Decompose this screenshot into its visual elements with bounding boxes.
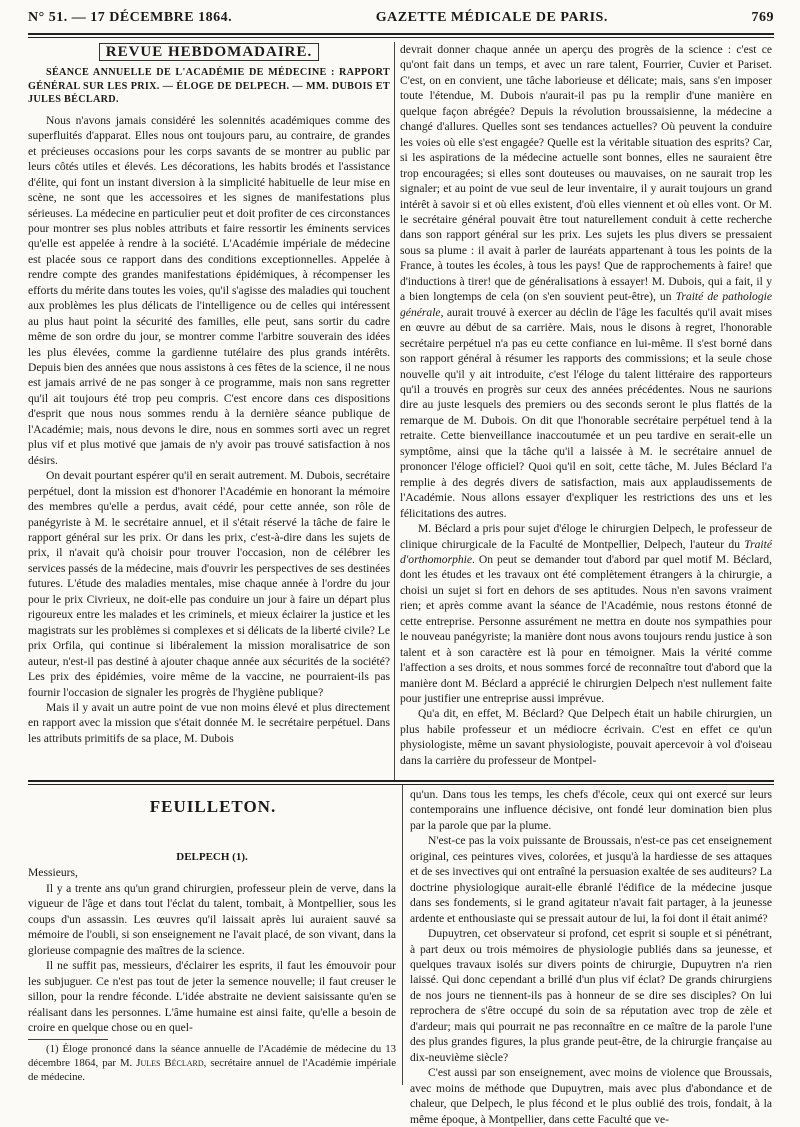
column-divider-bottom xyxy=(402,785,403,1085)
feuilleton-right-column xyxy=(410,787,772,1127)
revue-left-column xyxy=(28,66,390,746)
feuilleton-salutation: Messieurs, xyxy=(28,866,78,880)
header-rule-thin xyxy=(28,37,774,38)
revue-paragraph-5: M. Béclard a pris pour sujet d'éloge le chirurgien Delpech, le professeur de clinique chirurgicale de la Faculté de Montpellier, Delpech, l'auteur du Traité d'orthomorphie. On peut se demander tout d'abord par quel motif M. Béclard, dont les études et les travaux ont été complètement étrangers à la chirurgie, a choisi un sujet si fort en dehors de ses aptitudes. Nous n'en savons vraiment rien; et après comme avant la séance de l'Académie, nous restons étonné de cette entreprise. Personne assurément ne mettra en doute nos sympathies pour le nouveau panégyriste; la manière dont nous avons toujours rendu justice à son talent et à son caractère est là pour en témoigner. Mais la vérité comme l'affection a ses droits, et nous sommes forcé de reconnaître tout d'abord que la manière dont M. Béclard a apprécié le chirurgien Delpech n'est nullement faite pour justifier une entreprise aussi imprévue. xyxy=(400,522,772,706)
footnote-rule xyxy=(28,1039,108,1040)
revue-paragraph-6: Qu'a dit, en effet, M. Béclard? Que Delpech était un habile chirurgien, un plus habile professeur et un médiocre écrivain. C'est en effet ce qu'un physiologiste, même un savant physiologiste, pouvait apercevoir à vol d'oiseau dans la carrière du professeur de Montpel- xyxy=(400,707,772,767)
journal-title: GAZETTE MÉDICALE DE PARIS. xyxy=(375,10,608,25)
feuilleton-rule xyxy=(28,780,774,782)
revue-paragraph-4: devrait donner chaque année un aperçu des progrès de la science : c'est ce qu'ont fait dans un temps, et avec un rare talent, Fourrier, Cuvier et Pariset. C'est, on en convient, une tâche laborieuse et délicate; mais, sans s'en imposer toute l'étendue, M. Dubois n'aurait-il pas pu la remplir d'une manière en quelque façon abrégée? Depuis la révolution broussaisienne, la médecine a changé d'allures. Quelles sont ses tendances actuelles? Où peuvent la conduire les voies où elle s'est engagée? Quelle est la véritable situation des esprits? Car, si les aspirations de la médecine actuelle sont bonnes, elles ne sauraient être trop encouragées; si elles sont douteuses ou mauvaises, on ne saurait trop les signaler; et au point de vue seul de leur inventaire, il y aurait toujours un grand intérêt à savoir si et où elles existent, d'où elles viennent et où elles vont. Or M. le secrétaire général pouvait être tout naturellement conduit à cette recherche dans son rapport général sur les prix. Les sujets les plus divers se pressaient sous sa plume : il avait à parler de lauréats appartenant à tous les points de la France, à toutes les écoles, à tous les pays! Que de rapprochements à faire! que d'inductions à tirer! que de généralisations à essayer! M. Dubois, qui a fait, il y a bien longtemps de cela (on s'en souvient peut-être), un Traité de pathologie générale, aurait trouvé à exercer au déclin de l'âge les facultés qu'il avait mises en œuvre au début de sa carrière. Mais, nous le disons à regret, l'honorable secrétaire perpétuel n'a pas eu cette confiance en lui-même. Il s'est borné dans son rapport général à résumer les rapports des commissions; et la seule chose nouvelle qu'il y ait introduite, c'est l'éloge du talent littéraire des rapporteurs qu'il a trouvés en progrès sur ceux des années précédentes. Nous ne saurions dire au juste lesquels des premiers ou des seconds seront le plus flattés de la remarque de M. Dubois. On dit que l'honorable secrétaire perpétuel tend à la retraite. Cette bienveillance inaccoutumée et un peu tardive en serait-elle un symptôme, ainsi que la tâche qu'il a laissée à M. le secrétaire annuel de prononcer l'éloge officiel? Quoi qu'il en soit, cette tâche, M. Jules Béclard l'a remplie à des degrés divers de satisfaction, mais aux applaudissements de l'Académie. Nous allons essayer d'expliquer les restrictions des uns et les félicitations des autres. xyxy=(400,43,772,520)
feuilleton-rule-thin xyxy=(28,784,774,785)
feuilleton-paragraph-1: Il y a trente ans qu'un grand chirurgien, professeur plein de verve, dans la vigueur de l'âge et dans tout l'éclat du talent, tombait, à Montpellier, sous les coups d'un assassin. Les œuvres qu'il laissait après lui auraient sauvé sa mémoire de l'oubli, si son enseignement ne l'avait placé, de son vivant, dans la glorieuse compagnie des maîtres de la science. xyxy=(28,881,396,957)
footnote: (1) Éloge prononcé dans la séance annuelle de l'Académie de médecine du 13 décembre 1864, par M. Jules Béclard, secrétaire annuel de l'Académie impériale de médecine. xyxy=(28,1043,397,1083)
revue-paragraph-1: Nous n'avons jamais considéré les solennités académiques comme des superfluités d'apparat. Elles nous ont toujours paru, au contraire, de grandes et précieuses occasions pour les corps savants de se montrer au public par leurs côtés utiles et élevés. Les décorations, les habits brodés et l'assistance d'élite, qui font un instant diversion à la simplicité habituelle de leur mise en scène, ne sont que les accessoires et les signes de manifestations plus sérieuses. La médecine en particulier peut et doit profiter de ces circonstances pour montrer ses plus nobles attributs et faire ressortir les éminents services qu'elle est appelée à rendre à la société. L'Académie impériale de médecine est placée sous ce rapport dans des conditions exceptionnelles. Appelée à rendre compte des grandes manifestations épidémiques, à récompenser les efforts du mérite dans toutes les voies, qu'il s'agisse des maladies qui touchent aux problèmes les plus délicats de l'intelligence ou de celles qui intéressent au plus haut point la sécurité des familles, elle peut, sans sortir du cadre même de son ordre du jour, se montrer comme l'arbitre souverain des idées les plus élevées, comme la gardienne tutélaire des plus grands intérêts. Depuis bien des années que nous assistons à ces fêtes de la science, il ne nous est jamais arrivé de ne pas songer à ce programme, mais non sans regretter qu'il ait toujours été trop peu compris. C'est encore dans ces dispositions d'esprit que nous nous sommes rendu à la dernière séance publique de l'Académie; mais, nous devons le dire, nous en sommes sorti avec un regret plus vif et plus motivé que jamais de n'y avoir pas trouvé satisfaction à nos désirs. xyxy=(28,113,390,467)
feuilleton-title: FEUILLETON. xyxy=(149,797,277,816)
book-title-orthomorphie: Traité d'orthomorphie xyxy=(400,537,772,566)
revue-title: REVUE HEBDOMADAIRE. xyxy=(28,44,390,61)
book-title-pathologie: Traité de pathologie générale xyxy=(400,290,772,319)
feuilleton-paragraph-3: qu'un. Dans tous les temps, les chefs d'école, ceux qui ont exercé sur leurs contemporains une influence décisive, ont fondé leur domination bien plus par la parole que par la plume. xyxy=(410,788,772,832)
revue-summary: SÉANCE ANNUELLE DE L'ACADÉMIE DE MÉDECINE : RAPPORT GÉNÉRAL SUR LES PRIX. — ÉLOGE DE DELPECH. — MM. DUBOIS ET JULES BÉCLARD. xyxy=(28,67,390,106)
feuilleton-left-column xyxy=(28,850,396,1084)
feuilleton-paragraph-2: Il ne suffit pas, messieurs, d'éclairer les esprits, il faut les émouvoir pour les subjuguer. Ce n'est pas tout de jeter la semence nouvelle; il faut creuser le sillon, pour la rendre féconde. L'idée abstraite ne devient saisissante qu'en se réalisant dans les personnes. L'âme humaine est ainsi faite, qu'elle a besoin de croire en quelque chose ou en quel- xyxy=(28,959,396,1034)
feuilleton-paragraph-6: C'est aussi par son enseignement, avec moins de violence que Broussais, avec moins de méthode que Dupuytren, mais avec plus d'abondance et de chaleur, que Delpech, le plus fécond et le plus oublié des trois, fondait, à la même époque, à Montpellier, dans cette Faculté que ve- xyxy=(410,1066,772,1126)
page-number: 769 xyxy=(751,10,774,25)
revue-paragraph-3: Mais il y avait un autre point de vue non moins élevé et plus directement en rapport avec la mission que s'était donnée M. le secrétaire perpétuel. Dans les attributs primitifs de sa place, M. Dubois xyxy=(28,701,390,745)
column-divider-top xyxy=(394,42,395,780)
feuilleton-paragraph-4: N'est-ce pas la voix puissante de Broussais, n'est-ce pas cet enseignement original, ces peintures vives, colorées, et jusqu'à la hardiesse de ses attaques et de ses invectives qui ont entraîné la persuasion exaltée de ses auditeurs? La doctrine physiologique aurait-elle ébranlé l'édifice de la médecine jusque dans ses fondements, si le grand agitateur n'avait fait partager, à la jeunesse ardente et enthousiaste qui se pressait autour de lui, la foi dont il était animé? xyxy=(410,834,772,925)
feuilleton-paragraph-5: Dupuytren, cet observateur si profond, cet esprit si souple et si pénétrant, à part deux ou trois mémoires de physiologie publiés dans sa jeunesse, et quelques travaux isolés sur divers points de chirurgie, Dupuytren n'a rien laissé. Qui donc cependant a brillé d'un plus vif éclat? De grands chirurgiens de nos jours ne tiennent-ils pas à honneur de se dire ses disciples? On lui reprochera de s'être occupé du soin de sa réputation avec trop de zèle et d'ardeur; mais qui pourrait ne pas reconnaître en ce maître de la parole l'une des plus grandes figures, la plus grande peut-être, de la chirurgie française au dix-neuvième siècle? xyxy=(410,927,772,1064)
page-header xyxy=(28,10,774,32)
feuilleton-subhead: DELPECH (1). xyxy=(176,851,248,863)
header-rule xyxy=(28,33,774,35)
revue-right-column xyxy=(400,42,772,768)
issue-date: N° 51. — 17 DÉCEMBRE 1864. xyxy=(28,10,233,25)
revue-paragraph-2: On devait pourtant espérer qu'il en serait autrement. M. Dubois, secrétaire perpétuel, dont la mission est d'honorer l'Académie en honorant la mémoire des membres qu'elle a perdus, avait cédé, pour cette année, son rôle de panégyriste à M. le secrétaire annuel, et il s'était réservé la tâche de faire le rapport général sur les prix. Or dans les prix, c'est-à-dire dans les sujets de prix, il n'avait qu'à choisir pour trouver l'occasion, non de célébrer les services passés de la médecine, mais d'ouvrir les perspectives de ses destinées futures. L'étude des maladies mentales, mise chaque année à l'ordre du jour pour le prix Civrieux, ne doit-elle pas conduire un jour à faire un départ plus rigoureux entre les malades et les criminels, et mieux éclairer la justice et les magistrats sur les problèmes si complexes et si délicats de la liberté civile? Le prix Orfila, qui continue si libéralement la mission moralisatrice de son auteur, n'est-il pas destiné à ajouter chaque année aux sécurités de la société? Les prix des épidémies, voire même de la vaccine, ne pourraient-ils pas fournir l'occasion de signaler les progrès de l'hygiène publique? xyxy=(28,469,390,699)
